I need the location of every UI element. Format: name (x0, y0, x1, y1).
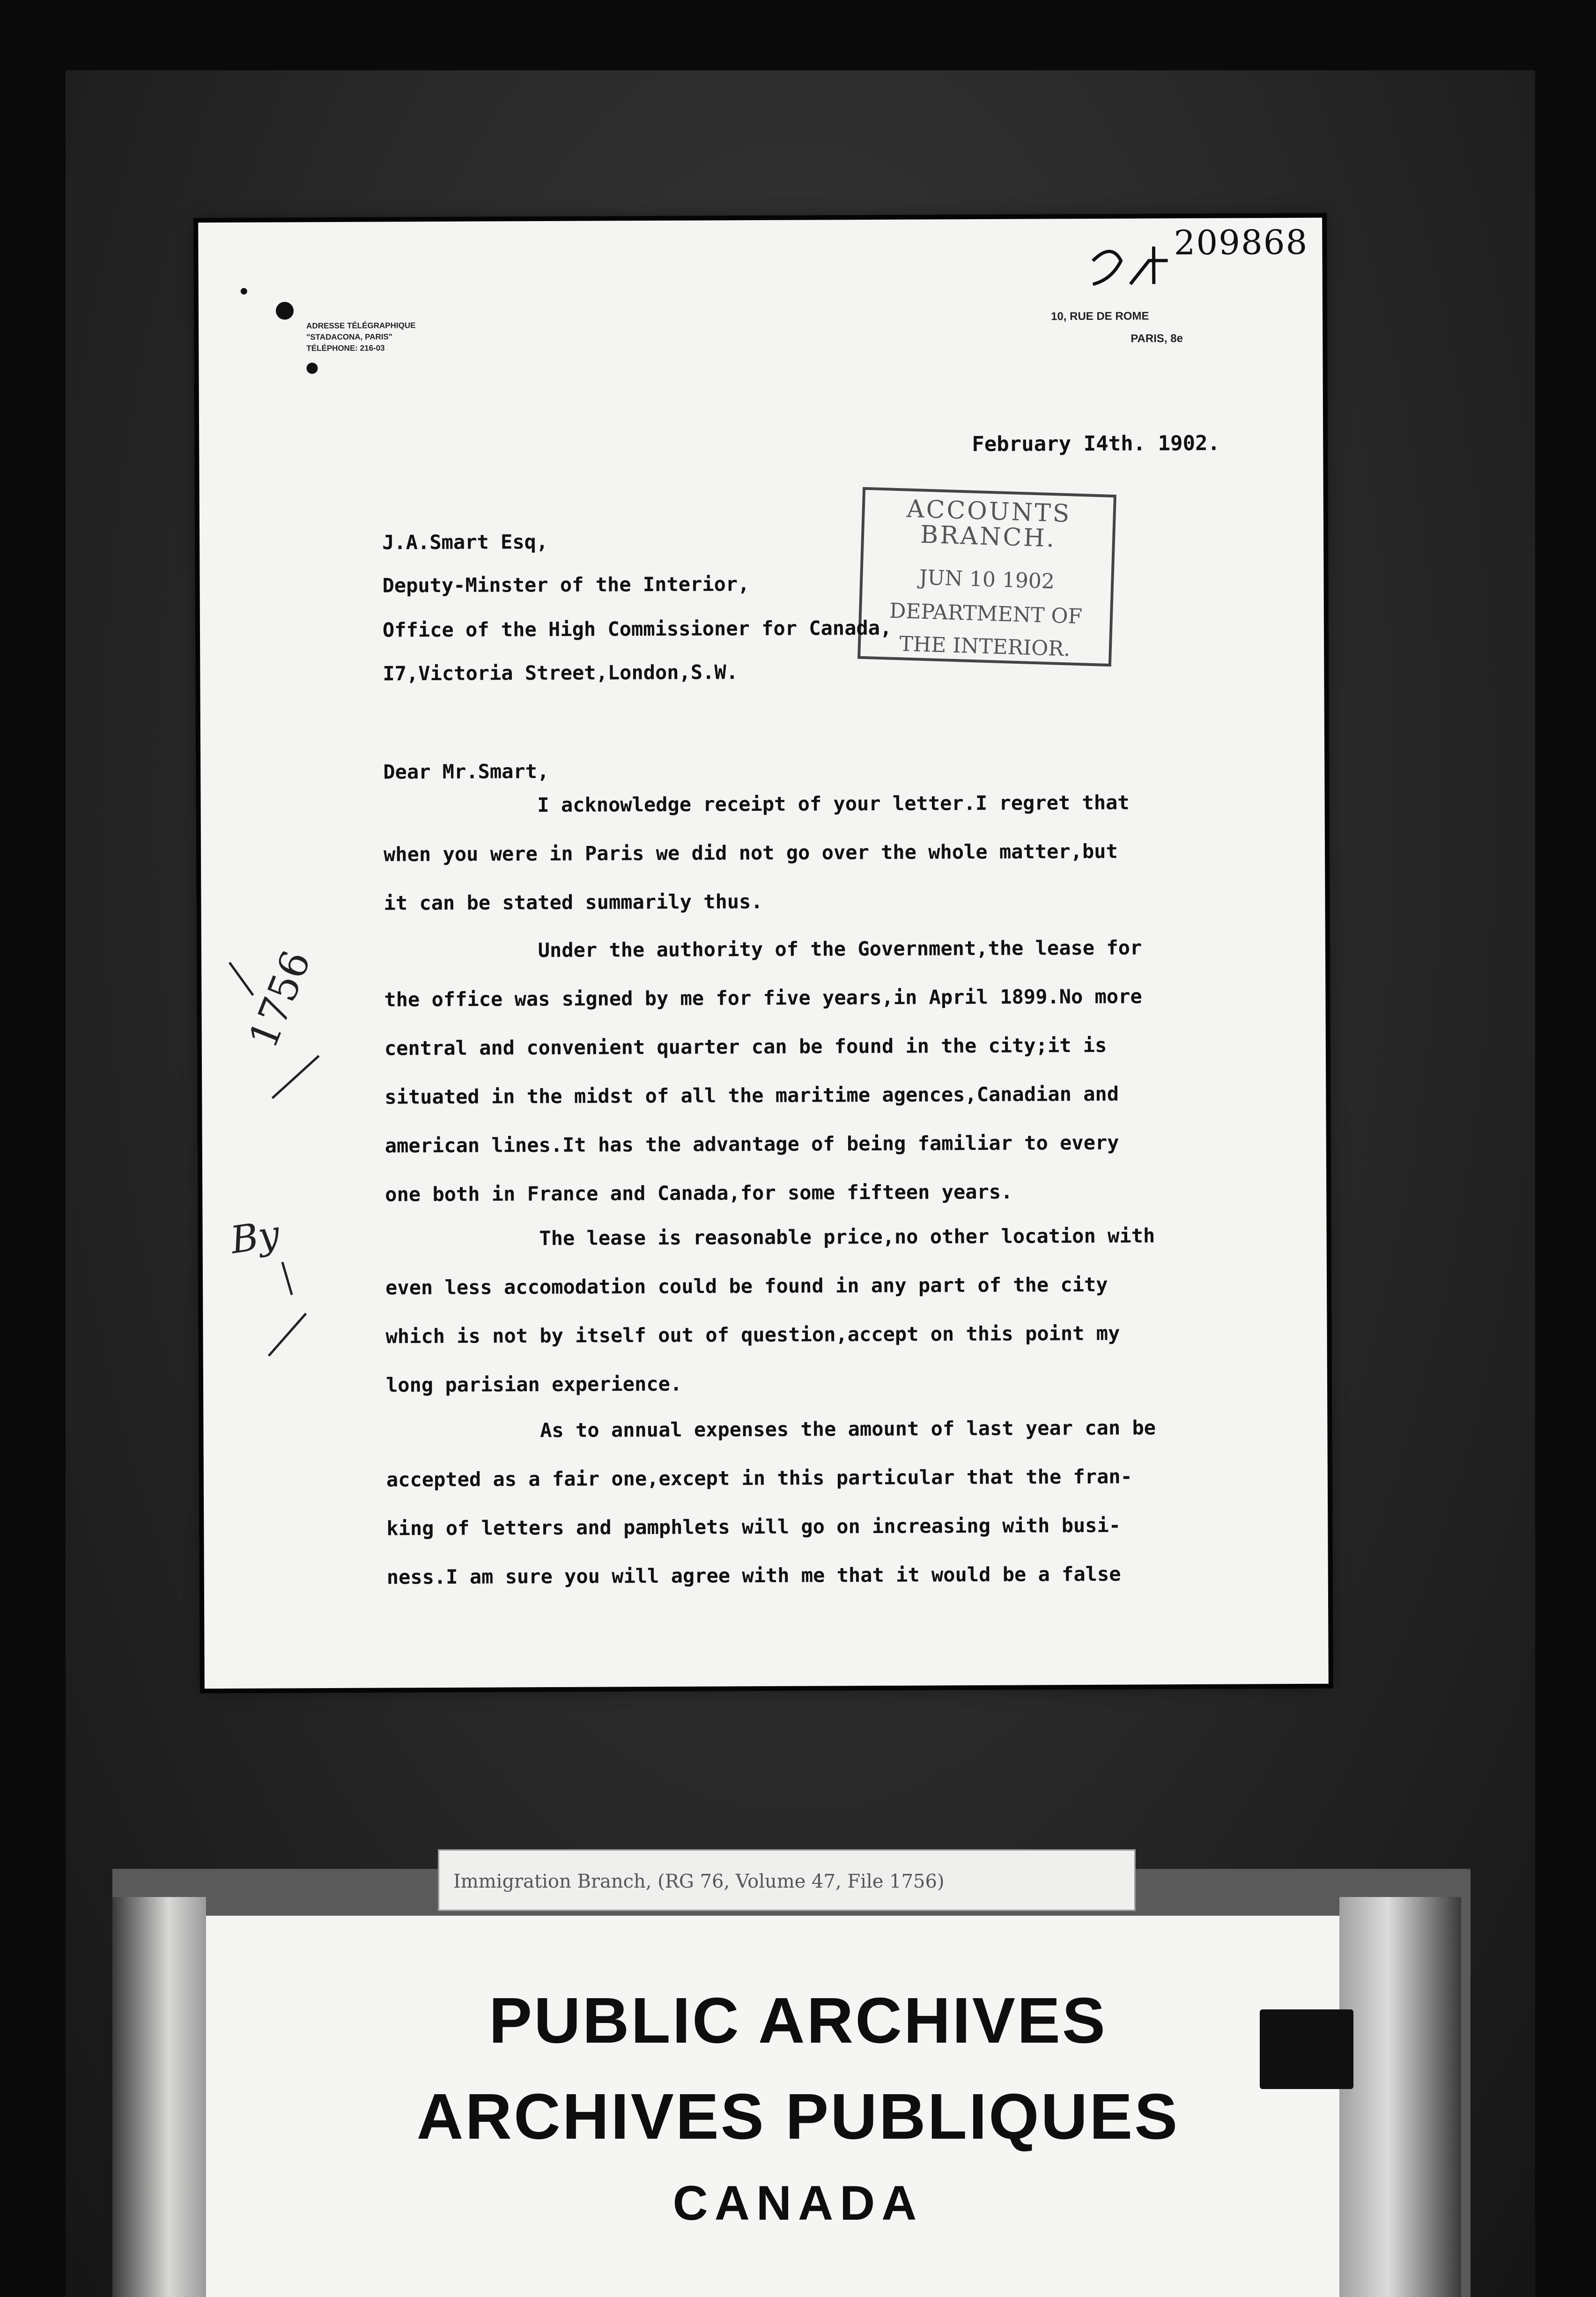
ink-mark (241, 288, 247, 295)
margin-initials: By (228, 1212, 282, 1262)
text-line: american lines.It has the advantage of being familiar to every (384, 1131, 1119, 1157)
paragraph-2 (384, 923, 1299, 1219)
archive-title-english: PUBLIC ARCHIVES (489, 1985, 1107, 2057)
text-line: long parisian experience. (385, 1372, 682, 1397)
margin-initials-stroke (222, 1252, 316, 1365)
telegraph-name: "STADACONA, PARIS" (306, 332, 392, 342)
letter-date: February I4th. 1902. (972, 431, 1220, 457)
text-line: it can be stated summarily thus. (384, 890, 763, 915)
text-line: the office was signed by me for five years,in April 1899.No more (384, 985, 1142, 1011)
text-line: accepted as a fair one,except in this particular that the fran- (386, 1465, 1133, 1491)
paragraph-1 (383, 778, 1297, 928)
text-line: central and convenient quarter can be found in the city;it is (384, 1033, 1107, 1060)
letterhead-street: 10, RUE DE ROME (1051, 310, 1149, 323)
text-line: I acknowledge receipt of your letter.I regret that (383, 791, 1130, 817)
letterhead-telegraph (306, 320, 416, 354)
text-line: ness.I am sure you will agree with me that it would be a false (386, 1562, 1121, 1589)
margin-note-strokes (211, 943, 333, 1112)
film-border-left (0, 0, 66, 2297)
recipient-title: Deputy-Minster of the Interior, (382, 572, 750, 597)
text-line: even less accomodation could be found in any part of the city (385, 1273, 1108, 1299)
reference-number: 209868 (1174, 222, 1308, 263)
handwritten-reference-mark (1083, 232, 1177, 294)
letter-page (198, 218, 1329, 1689)
film-border-right (1535, 0, 1596, 2297)
paragraph-3 (385, 1211, 1299, 1410)
salutation: Dear Mr.Smart, (383, 759, 549, 784)
text-line: situated in the midst of all the maritime agences,Canadian and (384, 1082, 1119, 1109)
ink-mark (276, 302, 294, 319)
stamp-line: DEPARTMENT OF (889, 599, 1083, 629)
recipient-street: I7,Victoria Street,London,S.W. (383, 660, 739, 685)
margin-file-number: 1756 (240, 944, 320, 1054)
letterhead-city: PARIS, 8e (1130, 332, 1183, 345)
stamp-line: BRANCH. (920, 520, 1057, 553)
ink-mark (306, 363, 318, 374)
paragraph-4 (386, 1403, 1300, 1602)
archive-country: CANADA (672, 2176, 924, 2230)
archive-title-french: ARCHIVES PUBLIQUES (416, 2081, 1180, 2153)
archive-reference-label: Immigration Branch, (RG 76, Volume 47, File 1756) (438, 1849, 1136, 1911)
text-line: king of letters and pamphlets will go on increasing with busi- (386, 1513, 1121, 1540)
recipient-name: J.A.Smart Esq, (382, 530, 548, 554)
telegraph-address: ADRESSE TÉLÉGRAPHIQUE (306, 321, 416, 331)
stamp-date: JUN 10 1902 (919, 565, 1055, 594)
film-border-top (0, 0, 1596, 70)
text-line: which is not by itself out of question,accept on this point my (385, 1321, 1120, 1348)
text-line: The lease is reasonable price,no other location with (385, 1224, 1155, 1251)
text-line: one both in France and Canada,for some fifteen years. (385, 1180, 1013, 1206)
text-line: when you were in Paris we did not go over the whole matter,but (383, 839, 1118, 866)
letterhead-address (1051, 305, 1183, 350)
text-line: Under the authority of the Government,the lease for (384, 936, 1142, 963)
recipient-office: Office of the High Commissioner for Canada, (382, 616, 892, 642)
stamp-line: THE INTERIOR. (899, 632, 1071, 661)
stamp-line: ACCOUNTS (906, 495, 1072, 528)
received-stamp (857, 487, 1116, 667)
telephone-number: TÉLÉPHONE: 216-03 (306, 343, 385, 353)
text-line: As to annual expenses the amount of last year can be (386, 1416, 1156, 1443)
